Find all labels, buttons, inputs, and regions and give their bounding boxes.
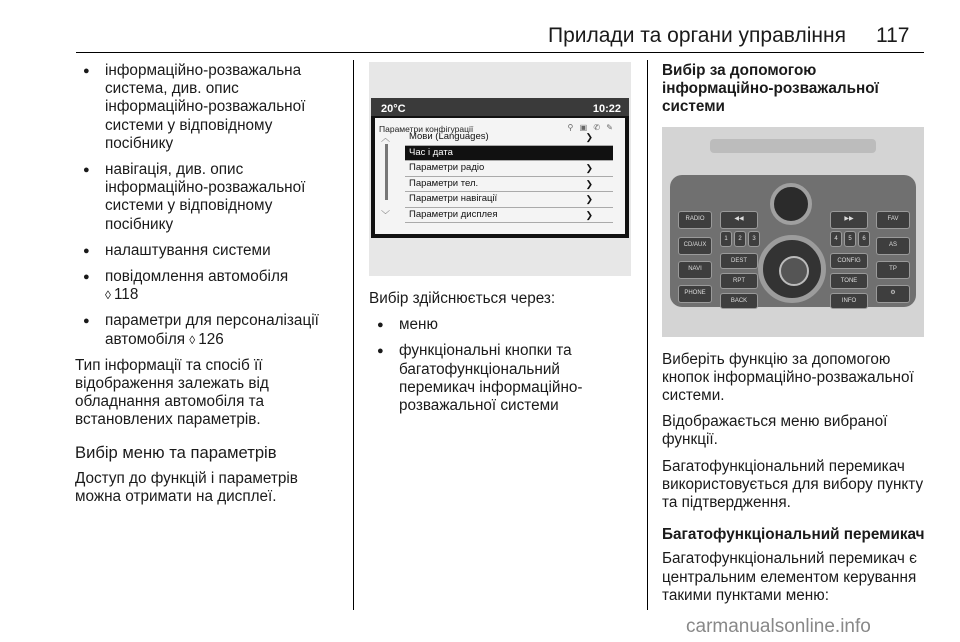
section-heading: Вибір за допомогою інформаційно-розважальної системи: [662, 62, 879, 116]
paragraph: Вибір здійснюється через:: [369, 290, 556, 307]
chevron-right-icon: ❯: [585, 163, 593, 173]
panel-button: RPT: [720, 273, 758, 289]
panel-button: CONFIG: [830, 253, 868, 269]
paragraph: Виберіть функцію за допомогою кнопок інформаційно-розважальної системи.: [662, 350, 914, 405]
panel-button: FAV: [876, 211, 910, 229]
clock-readout: 10:22: [592, 103, 621, 115]
menu-item: Параметри радіо ❯: [405, 161, 613, 177]
column-right: [662, 62, 932, 613]
panel-button: CD/AUX: [678, 237, 712, 255]
chevron-right-icon: ❯: [585, 178, 593, 189]
menu-item: Параметри навігації ❯: [405, 192, 613, 208]
paragraph: Тип інформації та спосіб її відображення залежать від обладнання автомобіля та встановлених параметрів.: [75, 356, 269, 429]
selection-list: [369, 316, 637, 415]
panel-button: AS: [876, 237, 910, 255]
status-icons: ⚲ ▣ ✆ ✎: [567, 123, 615, 132]
panel-button: TONE: [830, 273, 868, 289]
panel-button: INFO: [830, 293, 868, 309]
column-divider-right: [647, 60, 648, 610]
column-divider-left: [353, 60, 354, 610]
panel-button: ⚙: [876, 285, 910, 303]
panel-button: TP: [876, 261, 910, 279]
column-middle: [369, 62, 637, 423]
page-reference[interactable]: 126: [198, 330, 224, 348]
volume-knob: [770, 183, 812, 225]
display-screen: [371, 98, 629, 238]
page-number: 117: [876, 24, 910, 47]
scrollbar: [385, 144, 388, 200]
panel-button: BACK: [720, 293, 758, 309]
panel-button: RADIO: [678, 211, 712, 229]
list-item: ● функціональні кнопки та багатофункціональний перемикач інформаційно-розважальної системи: [369, 342, 637, 415]
panel-button: ◀◀: [720, 211, 758, 229]
panel-button: 5: [844, 231, 856, 247]
chevron-right-icon: ❯: [585, 209, 593, 220]
list-item: ● налаштування системи: [75, 242, 343, 260]
paragraph: Відображається меню вибраної функції.: [662, 413, 888, 449]
page-header: [0, 0, 960, 52]
panel-vent: [710, 139, 876, 153]
section-heading: Вибір меню та параметрів: [75, 442, 277, 462]
panel-button: 4: [830, 231, 842, 247]
watermark: carmanualsonline.info: [686, 616, 871, 637]
display-header: [371, 98, 629, 116]
page-reference[interactable]: 118: [113, 286, 139, 304]
multifunction-knob: [758, 235, 826, 303]
info-type-list: [75, 62, 343, 349]
paragraph: Багатофункціональний перемикач використовується для вибору пункту та підтвердження.: [662, 457, 924, 512]
page-title: Прилади та органи управління: [548, 24, 846, 47]
list-item: ● інформаційно-розважальна система, див. опис інформаційно-розважальної системи у відповідному посібнику: [75, 62, 343, 153]
list-item: ● навігація, див. опис інформаційно-розважальної системи у відповідному посібнику: [75, 161, 343, 234]
cross-reference-icon: ◊: [105, 288, 111, 303]
paragraph: Доступ до функцій і параметрів можна отримати на дисплеї.: [75, 469, 298, 506]
display-body: [375, 118, 625, 234]
panel-button: NAVI: [678, 261, 712, 279]
menu-item-selected: Час і дата: [405, 146, 613, 162]
menu-item: Мови (Languages) ❯: [405, 130, 613, 146]
display-subtitle: Параметри конфігурації: [379, 124, 474, 134]
header-divider: [76, 52, 924, 53]
temperature-readout: 20°C: [381, 103, 406, 115]
list-item: ● параметри для персоналізації автомобіля ◊ 126: [75, 312, 343, 348]
panel-button: 1: [720, 231, 732, 247]
panel-button: 3: [748, 231, 760, 247]
cross-reference-icon: ◊: [189, 332, 196, 347]
paragraph: Багатофункціональний перемикач є центральним елементом керування такими пунктами меню:: [662, 550, 917, 604]
chevron-right-icon: ❯: [585, 132, 593, 142]
panel-button: DEST: [720, 253, 758, 269]
chevron-right-icon: ❯: [585, 194, 593, 204]
settings-menu: [405, 130, 613, 223]
panel-button: 6: [858, 231, 870, 247]
panel-button: 2: [734, 231, 746, 247]
panel-button: PHONE: [678, 285, 712, 303]
chevron-down-icon: ﹀: [381, 210, 391, 220]
control-panel-illustration: [662, 127, 924, 337]
menu-item: Параметри тел. ❯: [405, 177, 613, 193]
column-left: [75, 62, 343, 514]
chevron-up-icon: ︿: [381, 133, 391, 143]
panel-button: ▶▶: [830, 211, 868, 229]
section-heading: Багатофункціональний перемикач: [662, 526, 925, 544]
list-item: ● повідомлення автомобіля ◊ 118: [75, 268, 343, 304]
menu-item: Параметри дисплея ❯: [405, 208, 613, 224]
display-illustration: [369, 62, 631, 276]
list-item: ● меню: [369, 316, 637, 334]
